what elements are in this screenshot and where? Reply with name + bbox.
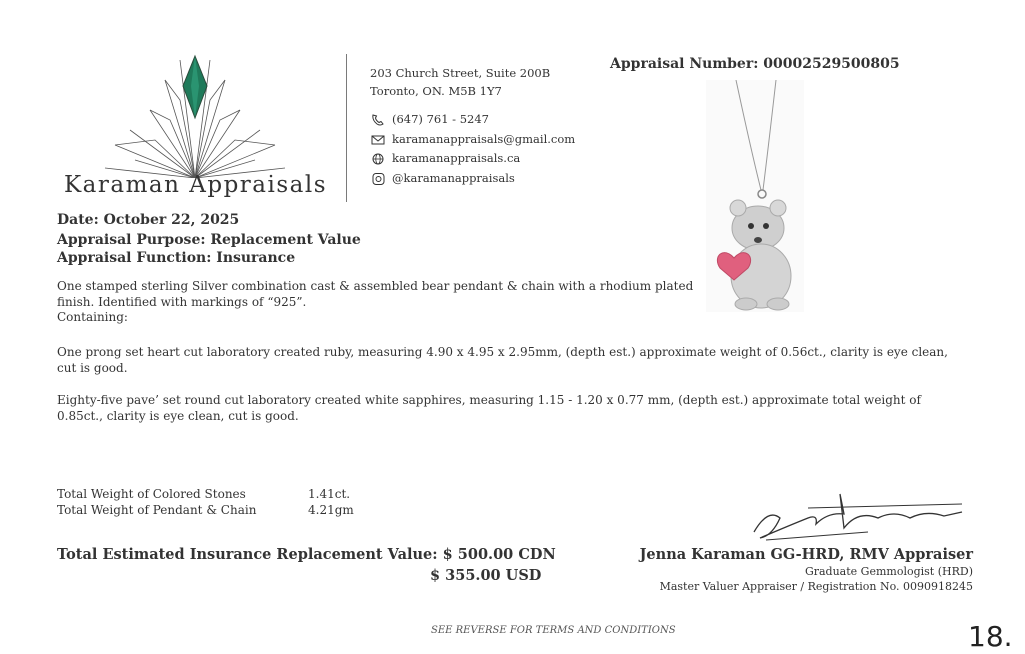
description-containing: Containing: (57, 310, 128, 324)
total-value-usd: $ 355.00 USD (430, 567, 542, 584)
appraiser-signature (748, 488, 970, 546)
appraisal-number: Appraisal Number: 00002529500805 (610, 56, 900, 72)
weight-value-pendant: 4.21gm (308, 503, 354, 517)
bear-pendant-photo (706, 80, 804, 312)
appraiser-registration: Master Valuer Appraiser / Registration No. 0090918245 (659, 580, 973, 593)
phone-icon (370, 114, 386, 126)
gem-feather-logo (95, 50, 295, 178)
brand-name: Karaman Appraisals (64, 172, 328, 198)
appraiser-name: Jenna Karaman GG-HRD, RMV Appraiser (639, 546, 973, 563)
contact-website (370, 151, 520, 165)
website-link[interactable]: karamanappraisals.ca (392, 151, 521, 165)
address-line-1: 203 Church Street, Suite 200B (370, 66, 551, 80)
instagram-handle[interactable]: @karamanappraisals (392, 171, 515, 185)
contact-email (370, 132, 575, 146)
weight-label-stones: Total Weight of Colored Stones (57, 487, 246, 501)
contact-instagram (370, 171, 515, 185)
description-line-2: finish. Identified with markings of “925”. (57, 295, 307, 309)
contact-phone (370, 112, 489, 126)
appraisal-date: Date: October 22, 2025 (57, 212, 240, 228)
appraisal-purpose: Appraisal Purpose: Replacement Value (57, 232, 361, 248)
instagram-icon (370, 173, 386, 185)
appraiser-title: Graduate Gemmologist (HRD) (804, 565, 973, 578)
email-link[interactable]: karamanappraisals@gmail.com (392, 132, 576, 146)
weight-label-pendant: Total Weight of Pendant & Chain (57, 503, 257, 517)
sapphire-description: Eighty-five pave’ set round cut laboratory created white sapphires, measuring 1.15 - 1.20 x 0.77 mm, (depth est.) approximate total weight of 0.85ct., clarity is eye clean, cut is good. (57, 393, 921, 423)
terms-notice[interactable]: SEE REVERSE FOR TERMS AND CONDITIONS (431, 625, 676, 636)
mail-icon (370, 134, 386, 146)
weight-value-stones: 1.41ct. (308, 487, 351, 501)
appraisal-function: Appraisal Function: Insurance (57, 250, 296, 266)
phone-text: (647) 761 - 5247 (392, 112, 489, 126)
globe-icon (370, 153, 386, 165)
address-line-2: Toronto, ON. M5B 1Y7 (370, 84, 502, 98)
ruby-description: One prong set heart cut laboratory created ruby, measuring 4.90 x 4.95 x 2.95mm, (depth est.) approximate weight of 0.56ct., clarity is eye clean, cut is good. (57, 345, 948, 375)
description-line-1: One stamped sterling Silver combination cast & assembled bear pendant & chain with a rhodium plated (57, 279, 694, 293)
page-number: 18. (968, 620, 1013, 653)
header-divider (346, 54, 347, 202)
total-value-cdn: Total Estimated Insurance Replacement Value: $ 500.00 CDN (57, 546, 556, 563)
